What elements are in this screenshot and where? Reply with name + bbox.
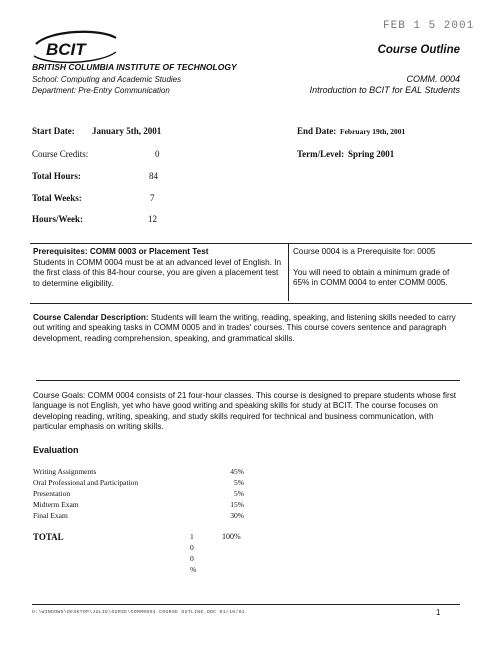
stray-char: 1 — [190, 532, 194, 541]
stray-char: % — [190, 565, 197, 574]
end-date-value: February 19th, 2001 — [340, 127, 406, 136]
end-date-label: End Date: — [297, 126, 337, 136]
eval-item-oral: Oral Professional and Participation — [33, 478, 139, 487]
course-goals — [33, 391, 463, 432]
logo-wordmark: BCIT — [46, 40, 86, 59]
prereq-body: Students in COMM 0004 must be at an advanced level of English. In the first class of this 84-hour course, you are given a placement test to determine eligibility. — [33, 258, 282, 288]
department-name: Department: Pre-Entry Communication — [32, 86, 170, 95]
hours-per-week-label: Hours/Week: — [32, 214, 83, 224]
eval-item-presentation: Presentation — [33, 489, 71, 498]
total-value: 100% — [222, 532, 241, 541]
eval-value-oral: 5% — [234, 478, 244, 487]
term-value: Spring 2001 — [348, 149, 395, 159]
prereq-for-heading: Course 0004 is a Prerequisite for: 0005 — [293, 247, 436, 256]
divider-lower — [36, 380, 460, 381]
calendar-description-label: Course Calendar Description: — [33, 313, 149, 322]
start-date-value: January 5th, 2001 — [92, 126, 162, 136]
footer-rule — [32, 604, 460, 605]
eval-value-midterm: 15% — [230, 500, 244, 509]
credits-value: 0 — [155, 149, 160, 159]
eval-value-writing: 45% — [230, 467, 244, 476]
eval-value-presentation: 5% — [234, 489, 244, 498]
eval-value-final: 30% — [230, 511, 244, 520]
credits-label: Course Credits: — [32, 149, 89, 159]
hours-per-week-value: 12 — [148, 214, 157, 224]
course-goals-text: COMM 0004 consists of 21 four-hour classes. This course is designed to prepare students whose first language is not English, yet who have good writing and speaking skills for study at BCIT. The course focuses on developing reading, writing, speaking, and study skills required for technical and business communication, with particular emphasis on writing skills. — [33, 391, 457, 431]
school-name: School: Computing and Academic Studies — [32, 75, 182, 84]
divider-top — [30, 243, 472, 244]
course-code: COMM. 0004 — [406, 74, 460, 84]
course-goals-label: Course Goals: — [33, 391, 86, 400]
calendar-description-text: Students will learn the writing, reading, speaking, and listening skills needed to carry out writing and speaking tasks in COMM 0005 and in trades' courses. This course covers sentence and paragraph development, reading comprehension, speaking, and grammatical skills. — [33, 313, 456, 343]
footer-file-path: O:\WINDOWS\DESKTOP\JULIE\OURSE\COMM0004 COURSE OUTLINE.DOC 01/10/01 — [32, 610, 245, 615]
evaluation-heading: Evaluation — [33, 445, 79, 455]
divider-middle — [30, 303, 472, 304]
total-weeks-label: Total Weeks: — [32, 193, 82, 203]
stray-char: 0 — [190, 543, 194, 552]
start-date-label: Start Date: — [32, 126, 75, 136]
eval-item-midterm: Midterm Exam — [33, 500, 79, 509]
total-weeks-value: 7 — [150, 193, 155, 203]
total-hours-label: Total Hours: — [32, 171, 81, 181]
stray-char: 0 — [190, 554, 194, 563]
calendar-description — [33, 313, 463, 344]
prereq-heading: Prerequisites: COMM 0003 or Placement Test — [33, 247, 209, 256]
eval-item-writing: Writing Assignments — [33, 467, 97, 476]
total-hours-value: 84 — [149, 171, 158, 181]
course-title: Introduction to BCIT for EAL Students — [309, 85, 460, 95]
document-type: Course Outline — [377, 44, 460, 56]
total-label: TOTAL — [33, 532, 64, 542]
prereq-for-body: You will need to obtain a minimum grade of 65% in COMM 0004 to enter COMM 0005. — [293, 268, 450, 288]
institution-name: BRITISH COLUMBIA INSTITUTE OF TECHNOLOGY — [32, 62, 237, 72]
page-number: 1 — [436, 608, 441, 617]
received-date-stamp: FEB 1 5 2001 — [383, 20, 475, 32]
eval-item-final: Final Exam — [33, 511, 68, 520]
term-label: Term/Level: — [297, 149, 345, 159]
prereq-column-divider — [288, 243, 289, 301]
